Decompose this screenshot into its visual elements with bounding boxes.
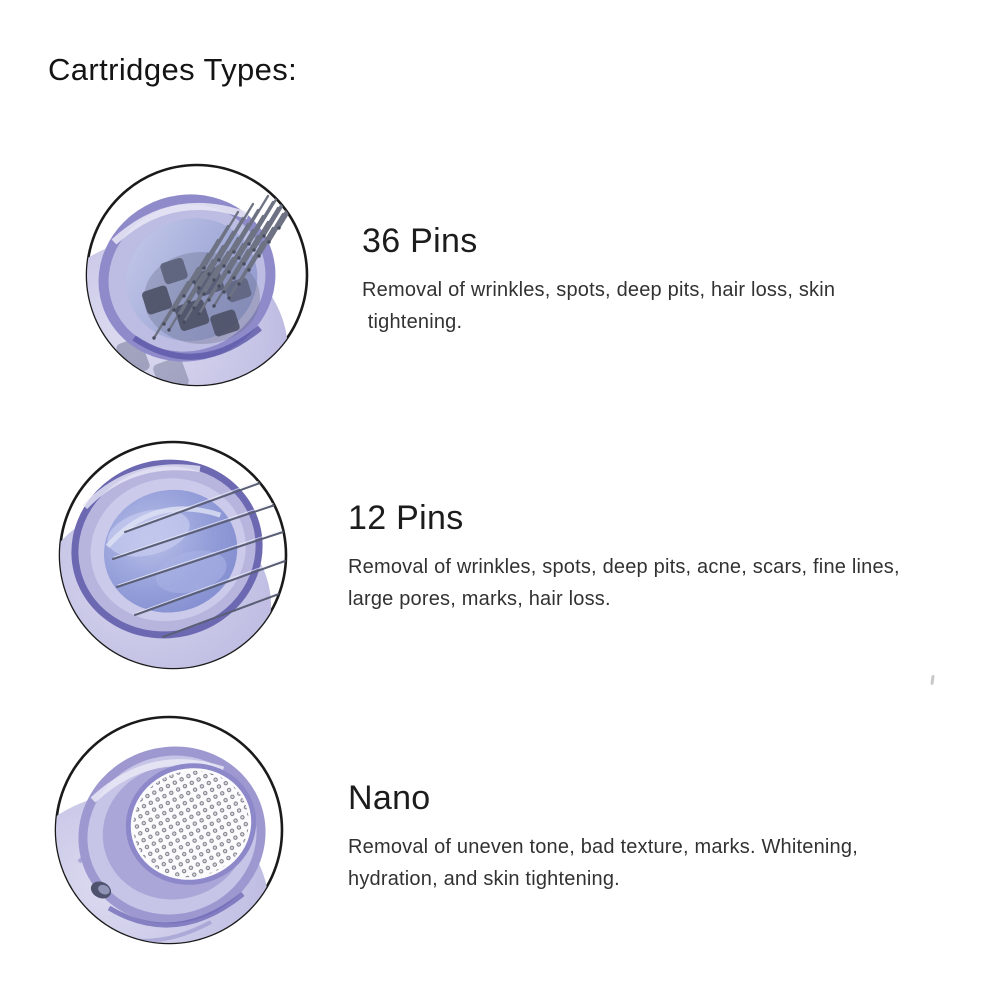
- 12-pin-needle-cartridge-image: [55, 437, 291, 673]
- cartridge-12-pins-photo: [55, 437, 291, 673]
- desc-line: Removal of uneven tone, bad texture, marks. Whitening,: [348, 836, 858, 858]
- section-36-pins: [362, 221, 835, 338]
- section-desc-12-pins: [348, 551, 900, 615]
- desc-line: tightening.: [362, 311, 463, 333]
- section-heading-36-pins: 36 Pins: [362, 222, 478, 260]
- desc-line: Removal of wrinkles, spots, deep pits, hair loss, skin: [362, 279, 836, 301]
- section-desc-36-pins: [362, 274, 835, 338]
- stray-speck: [930, 675, 934, 685]
- cartridge-nano-photo: [51, 712, 287, 948]
- section-heading-12-pins: 12 Pins: [348, 499, 464, 537]
- desc-line: Removal of wrinkles, spots, deep pits, acne, scars, fine lines,: [348, 556, 900, 578]
- section-12-pins: [348, 498, 900, 615]
- section-desc-nano: [348, 831, 858, 895]
- 36-pin-needle-cartridge-image: [82, 160, 312, 390]
- section-nano: [348, 778, 858, 895]
- desc-line: hydration, and skin tightening.: [348, 868, 620, 890]
- nano-round-cartridge-image: [51, 712, 287, 948]
- desc-line: large pores, marks, hair loss.: [348, 588, 611, 610]
- page-title: Cartridges Types:: [48, 52, 298, 87]
- section-heading-nano: Nano: [348, 779, 431, 817]
- cartridge-36-pins-photo: [82, 160, 312, 390]
